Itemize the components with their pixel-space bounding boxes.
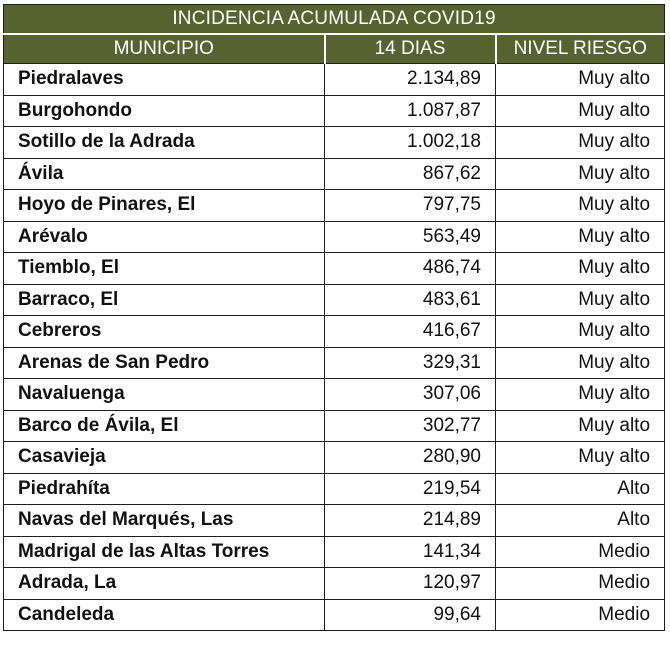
cell-municipio: Madrigal de las Altas Torres [4,536,325,568]
table-row [4,536,665,568]
cell-municipio: Sotillo de la Adrada [4,127,325,159]
cell-incidencia-14-dias: 329,31 [325,347,496,379]
cell-municipio: Arenas de San Pedro [4,347,325,379]
cell-nivel-riesgo: Medio [496,536,665,568]
table-row [4,599,665,631]
cell-municipio: Candeleda [4,599,325,631]
incidence-table-container [3,4,664,631]
cell-nivel-riesgo: Alto [496,473,665,505]
cell-incidencia-14-dias: 2.134,89 [325,64,496,96]
cell-nivel-riesgo: Medio [496,599,665,631]
cell-nivel-riesgo: Muy alto [496,158,665,190]
cell-incidencia-14-dias: 867,62 [325,158,496,190]
cell-nivel-riesgo: Muy alto [496,410,665,442]
table-row [4,505,665,537]
table-row [4,316,665,348]
cell-nivel-riesgo: Muy alto [496,284,665,316]
cell-nivel-riesgo: Muy alto [496,190,665,222]
cell-municipio: Burgohondo [4,95,325,127]
cell-incidencia-14-dias: 214,89 [325,505,496,537]
cell-incidencia-14-dias: 307,06 [325,379,496,411]
table-row [4,284,665,316]
cell-nivel-riesgo: Medio [496,568,665,600]
incidence-table [3,4,665,631]
table-row [4,473,665,505]
cell-nivel-riesgo: Muy alto [496,221,665,253]
cell-municipio: Ávila [4,158,325,190]
cell-incidencia-14-dias: 219,54 [325,473,496,505]
table-title-row [4,5,665,35]
cell-incidencia-14-dias: 416,67 [325,316,496,348]
cell-incidencia-14-dias: 563,49 [325,221,496,253]
table-row [4,568,665,600]
table-title: INCIDENCIA ACUMULADA COVID19 [4,5,665,35]
cell-incidencia-14-dias: 99,64 [325,599,496,631]
table-body [4,64,665,631]
cell-incidencia-14-dias: 1.002,18 [325,127,496,159]
cell-nivel-riesgo: Muy alto [496,127,665,159]
table-header-row [4,34,665,64]
cell-municipio: Piedrahíta [4,473,325,505]
cell-municipio: Barraco, El [4,284,325,316]
cell-incidencia-14-dias: 483,61 [325,284,496,316]
cell-incidencia-14-dias: 797,75 [325,190,496,222]
cell-municipio: Tiemblo, El [4,253,325,285]
table-row [4,64,665,96]
cell-incidencia-14-dias: 486,74 [325,253,496,285]
cell-municipio: Hoyo de Pinares, El [4,190,325,222]
cell-incidencia-14-dias: 120,97 [325,568,496,600]
cell-municipio: Navas del Marqués, Las [4,505,325,537]
cell-municipio: Piedralaves [4,64,325,96]
cell-municipio: Navaluenga [4,379,325,411]
table-row [4,95,665,127]
cell-nivel-riesgo: Muy alto [496,95,665,127]
cell-incidencia-14-dias: 1.087,87 [325,95,496,127]
table-row [4,410,665,442]
cell-nivel-riesgo: Muy alto [496,316,665,348]
column-header-nivel-riesgo: NIVEL RIESGO [496,34,665,64]
table-row [4,347,665,379]
cell-nivel-riesgo: Muy alto [496,253,665,285]
cell-municipio: Adrada, La [4,568,325,600]
column-header-14-dias: 14 DIAS [325,34,496,64]
table-row [4,379,665,411]
cell-incidencia-14-dias: 302,77 [325,410,496,442]
table-row [4,158,665,190]
table-row [4,442,665,474]
cell-municipio: Barco de Ávila, El [4,410,325,442]
cell-nivel-riesgo: Muy alto [496,64,665,96]
cell-municipio: Arévalo [4,221,325,253]
cell-nivel-riesgo: Muy alto [496,442,665,474]
column-header-municipio: MUNICIPIO [4,34,325,64]
cell-nivel-riesgo: Muy alto [496,347,665,379]
cell-incidencia-14-dias: 280,90 [325,442,496,474]
cell-incidencia-14-dias: 141,34 [325,536,496,568]
table-row [4,221,665,253]
cell-nivel-riesgo: Alto [496,505,665,537]
cell-municipio: Cebreros [4,316,325,348]
table-row [4,190,665,222]
table-row [4,127,665,159]
table-row [4,253,665,285]
cell-municipio: Casavieja [4,442,325,474]
cell-nivel-riesgo: Muy alto [496,379,665,411]
